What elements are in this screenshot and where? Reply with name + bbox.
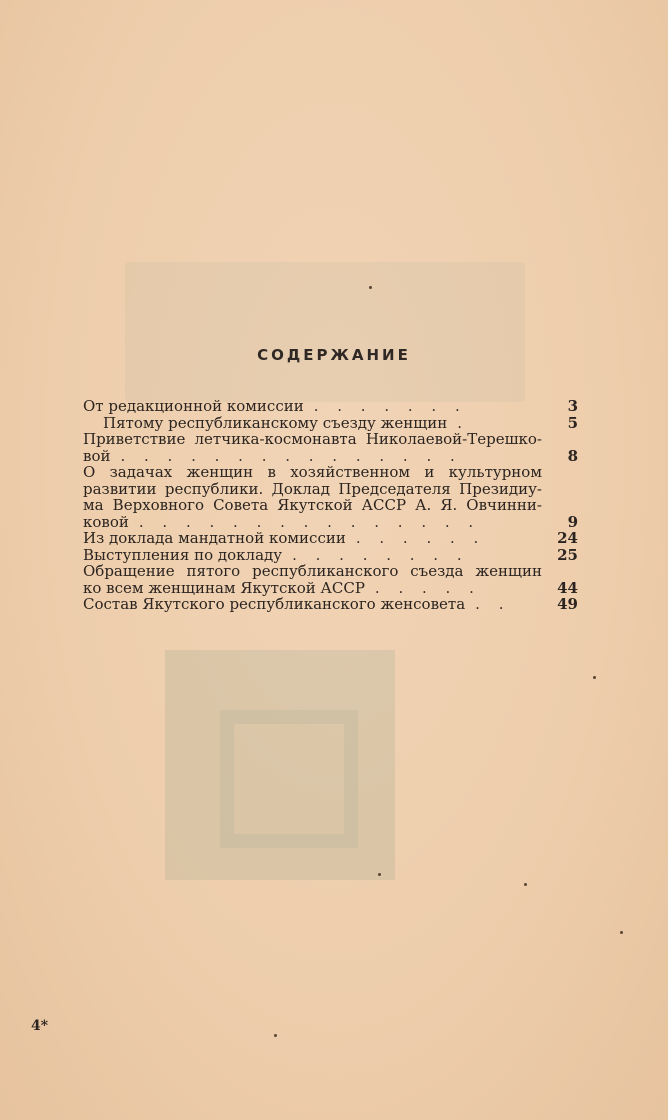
signature-mark: 4*: [31, 1018, 49, 1034]
toc-entry-line: Обращение пятого республиканского съезда женщин: [83, 562, 542, 580]
bleed-through-shadow: [125, 262, 525, 402]
toc-page-number: 8: [567, 446, 578, 465]
toc-entry-title: ко всем женщинам Якутской АССР: [83, 578, 365, 597]
toc-entry-line: развитии республики. Доклад Председателя Президиу-: [83, 479, 542, 498]
toc-leader-dots: . . . . . . . . . . . . . . .: [138, 513, 481, 530]
toc-entry-line: Приветствие летчика-космонавта Николаевой-Терешко-: [83, 430, 542, 448]
toc-entry-title: Из доклада мандатной комиссии: [83, 529, 346, 547]
paper-speck: [620, 931, 623, 934]
toc-leader-dots: . . . . . . . .: [292, 546, 469, 563]
toc-entry[interactable]: [83, 415, 578, 432]
toc-leader-dots: . . . . .: [374, 579, 481, 596]
paper-speck: [369, 286, 372, 289]
toc-page-number: 44: [557, 578, 578, 597]
toc-leader-dots: . .: [475, 596, 511, 613]
toc-entry-line: ма Верховного Совета Якутской АССР А. Я. Овчинни-: [83, 496, 542, 514]
toc-entry[interactable]: [83, 547, 578, 564]
toc-entry-line: О задачах женщин в хозяйственном и культурном: [83, 463, 542, 481]
paper-speck: [593, 676, 596, 679]
toc-leader-dots: .: [457, 414, 470, 431]
paper-speck: [524, 883, 527, 886]
toc-entry-title: Выступления по докладу: [83, 545, 283, 564]
contents-heading: СОДЕРЖАНИЕ: [257, 346, 411, 364]
toc-entry-title: Состав Якутского республиканского женсовета: [83, 595, 466, 613]
toc-page-number: 25: [557, 545, 578, 564]
toc-entry-title: От редакционной комиссии: [83, 397, 304, 415]
toc-leader-dots: . . . . . . .: [313, 398, 467, 415]
toc-leader-dots: . . . . . .: [355, 530, 486, 547]
paper-speck: [378, 873, 381, 876]
toc-entry-title: ковой: [83, 512, 129, 531]
toc-entry-title: вой: [83, 446, 111, 465]
toc-entry[interactable]: [83, 464, 578, 530]
toc-entry[interactable]: [83, 398, 578, 415]
toc-entry[interactable]: [83, 563, 578, 596]
toc-leader-dots: . . . . . . . . . . . . . . .: [120, 447, 462, 464]
toc-entry[interactable]: [83, 530, 578, 547]
paper-speck: [274, 1034, 277, 1037]
toc-entry[interactable]: [83, 431, 578, 464]
toc-page-number: 49: [557, 595, 578, 613]
toc-page-number: 9: [567, 512, 578, 531]
table-of-contents: [83, 398, 578, 613]
toc-entry[interactable]: [83, 596, 578, 613]
toc-page-number: 5: [567, 413, 578, 432]
toc-page-number: 24: [557, 529, 578, 547]
toc-page-number: 3: [567, 397, 578, 415]
toc-entry-title: Пятому республиканскому съезду женщин: [103, 413, 448, 432]
bleed-through-emblem: [165, 650, 395, 880]
